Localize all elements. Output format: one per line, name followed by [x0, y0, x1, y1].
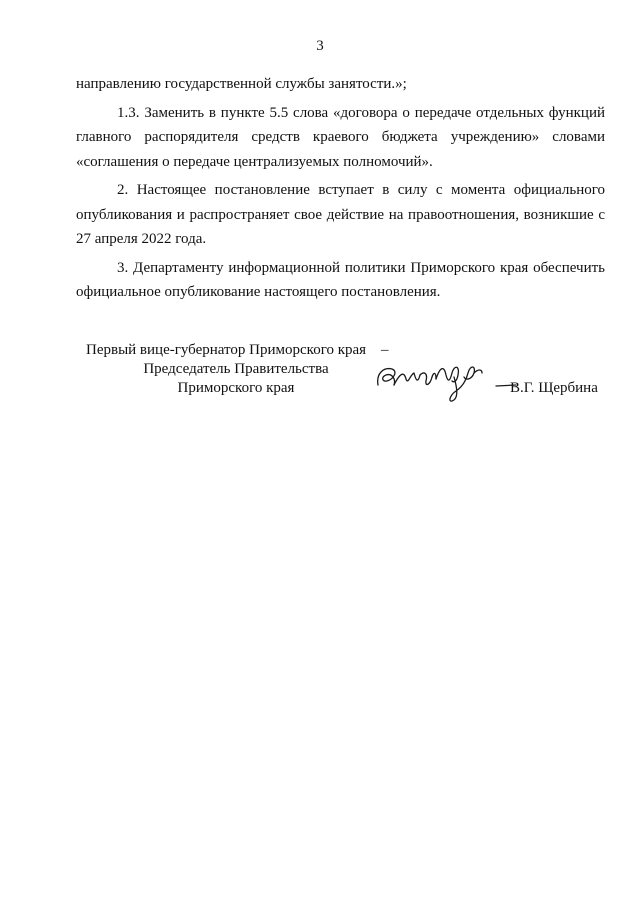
signer-name: В.Г. Щербина	[510, 380, 598, 396]
document-body	[76, 72, 605, 309]
signer-title-line-1: Первый вице-губернатор Приморского края	[86, 342, 367, 358]
signer-title	[86, 341, 386, 398]
page-number: 3	[316, 38, 324, 54]
paragraph-2: 2. Настоящее постановление вступает в силу с момента официального опубликования и распространяет свое действие на правоотношения, возникшие с 27 апреля 2022 года.	[76, 182, 605, 247]
paragraph-1-3: 1.3. Заменить в пункте 5.5 слова «договора о передаче отдельных функций главного распорядителя средств краевого бюджета учреждению» словами «соглашения о передаче централизуемых полномочий».	[76, 104, 605, 170]
paragraph-continuation: направлению государственной службы занятости.»;	[76, 76, 407, 92]
paragraph-3: 3. Департаменту информационной политики Приморского края обеспечить официальное опубликование настоящего постановления.	[76, 259, 605, 300]
signer-title-line-3: Приморского края	[177, 380, 295, 396]
handwritten-signature	[370, 351, 520, 406]
title-dash: –	[381, 342, 389, 358]
signature-block	[0, 341, 640, 421]
signer-title-line-2: Председатель Правительства	[143, 361, 329, 377]
